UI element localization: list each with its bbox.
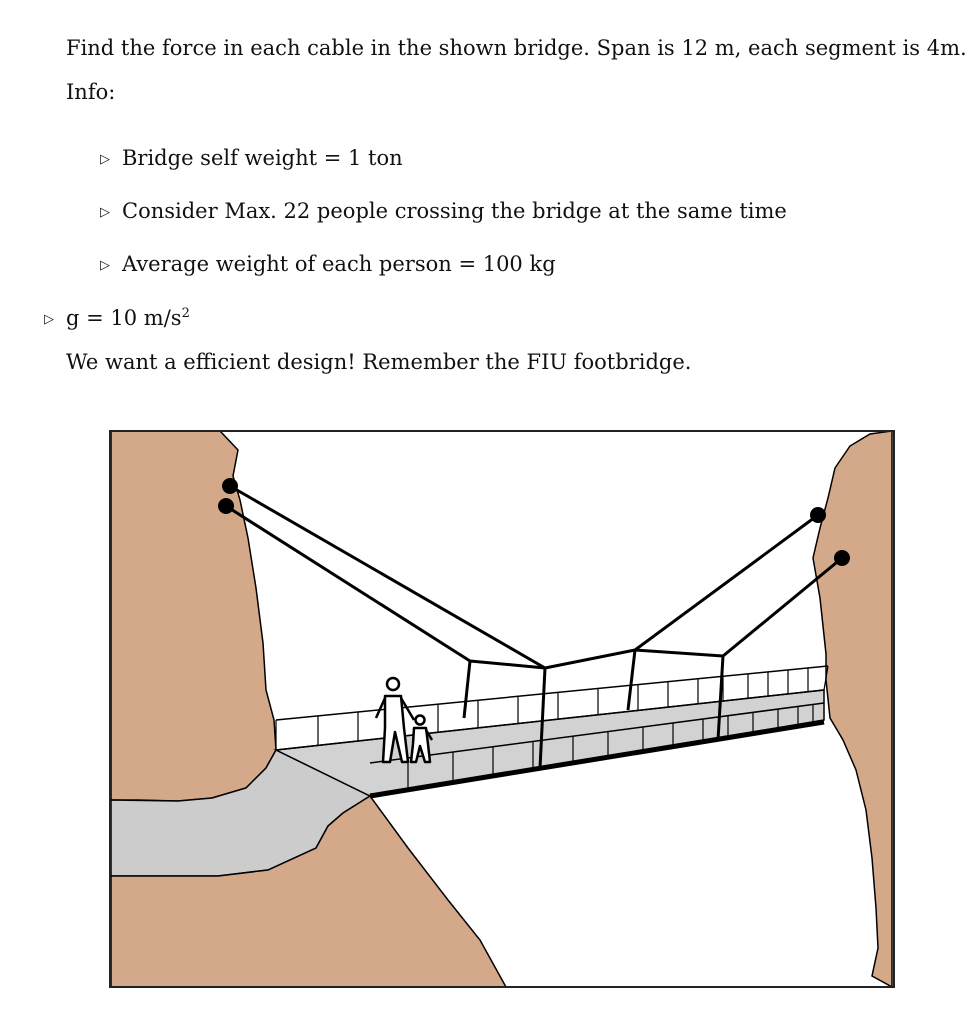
anchor-left-lower <box>218 498 234 514</box>
bullet-self-weight: ▷ Bridge self weight = 1 ton <box>100 144 403 174</box>
bullet-triangle-icon: ▷ <box>100 152 110 167</box>
anchor-right-lower <box>834 550 850 566</box>
anchor-left-upper <box>222 478 238 494</box>
closing-remark: We want a efficient design! Remember the FIU footbridge. <box>66 350 692 374</box>
info-label: Info: <box>66 80 116 104</box>
bullet-gravity: ▷ g = 10 $m/s^2$ <box>44 304 190 334</box>
bullet-triangle-icon: ▷ <box>100 258 110 273</box>
bridge-figure <box>108 428 898 992</box>
bullet-triangle-icon: ▷ <box>44 312 54 327</box>
bullet-person-weight: ▷ Average weight of each person = 100 kg <box>100 250 556 280</box>
anchor-right-upper <box>810 507 826 523</box>
bullet-people-count: ▷ Consider Max. 22 people crossing the bridge at the same time <box>100 197 787 227</box>
bullet-triangle-icon: ▷ <box>100 205 110 220</box>
problem-statement: Find the force in each cable in the shown bridge. Span is 12 m, each segment is 4m. <box>66 36 967 60</box>
